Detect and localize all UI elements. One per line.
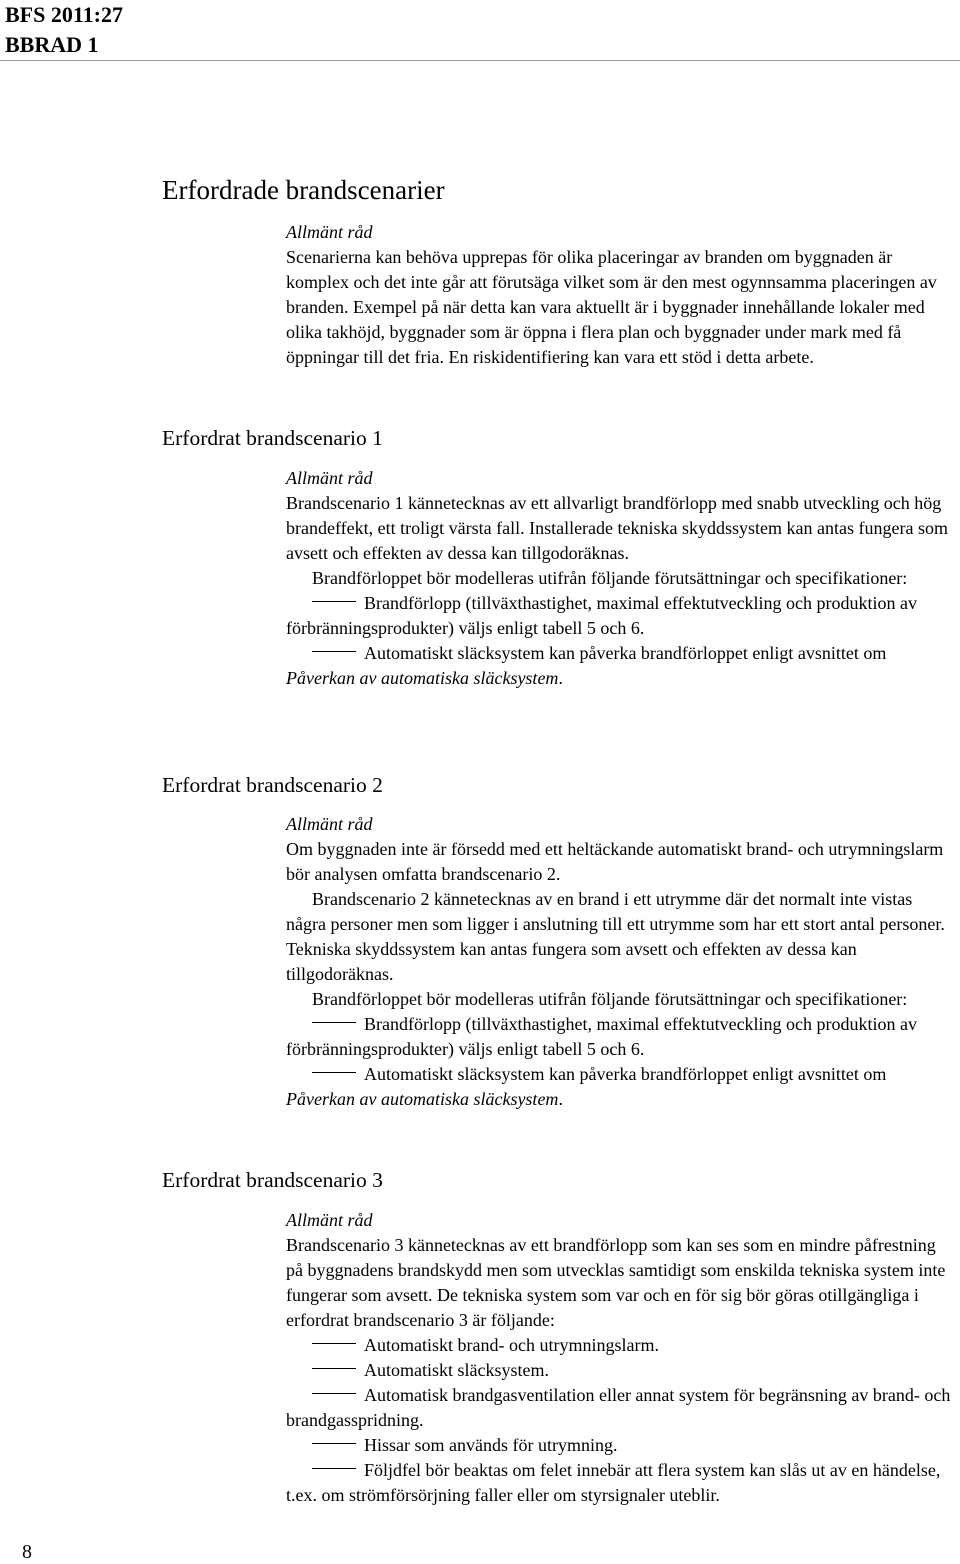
scenario-1-paragraph-2: Brandförloppet bör modelleras utifrån följande förutsättningar och specifikationer: [312, 568, 908, 588]
scenario-1-list-item: Automatiskt släcksystem kan påverka brandförloppet enligt avsnittet om Påverkan av automatiska släcksystem. [286, 643, 887, 688]
scenario-2-paragraph-1: Om byggnaden inte är försedd med ett heltäckande automatiskt brand- och utrymningslarm bör analysen omfatta brandscenario 2. [286, 839, 944, 884]
dash-bullet [312, 1393, 356, 1394]
dash-bullet [312, 1072, 356, 1073]
dash-bullet [312, 1343, 356, 1344]
dash-bullet [312, 1022, 356, 1023]
scenario-2-paragraph-3: Brandförloppet bör modelleras utifrån följande förutsättningar och specifikationer: [312, 989, 908, 1009]
dash-bullet [312, 1368, 356, 1369]
scenario-1-advice [286, 466, 956, 691]
scenario-1-paragraph-1: Brandscenario 1 kännetecknas av ett allvarligt brandförlopp med snabb utveckling och hög brandeffekt, ett troligt värsta fall. Installerade tekniska skyddssystem kan antas fungera som avsett och effekten av dessa kan tillgodoräknas. [286, 493, 948, 563]
dash-bullet [312, 1468, 356, 1469]
advice-label: Allmänt råd [286, 814, 373, 834]
scenario-3-list-item: Följdfel bör beaktas om felet innebär att flera system kan slås ut av en händelse, t.ex. om strömförsörjning faller eller om styrsignaler uteblir. [286, 1460, 941, 1505]
page-number: 8 [22, 1541, 32, 1563]
header-line-1: BFS 2011:27 [5, 2, 123, 27]
scenario-3-heading: Erfordrat brandscenario 3 [162, 1168, 383, 1192]
scenario-3-list-item: Hissar som används för utrymning. [286, 1433, 956, 1458]
advice-label: Allmänt råd [286, 1210, 373, 1230]
scenario-2-advice [286, 812, 956, 1112]
scenario-3-list-item: Automatiskt brand- och utrymningslarm. [286, 1333, 956, 1358]
advice-label: Allmänt råd [286, 468, 373, 488]
scenario-2-list-item: Brandförlopp (tillväxthastighet, maximal effektutveckling och produktion av förbränningsprodukter) väljs enligt tabell 5 och 6. [286, 1014, 918, 1059]
header-divider [0, 60, 960, 61]
scenario-1-heading: Erfordrat brandscenario 1 [162, 426, 383, 450]
dash-bullet [312, 601, 356, 602]
header-line-2: BBRAD 1 [5, 32, 99, 57]
scenario-2-heading: Erfordrat brandscenario 2 [162, 773, 383, 797]
scenario-3-advice [286, 1208, 956, 1508]
scenario-3-list-item: Automatisk brandgasventilation eller annat system för begränsning av brand- och brandgasspridning. [286, 1385, 951, 1430]
dash-bullet [312, 1443, 356, 1444]
section-reference: Påverkan av automatiska släcksystem [286, 668, 559, 688]
intro-advice [286, 220, 956, 370]
scenario-1-list-item: Brandförlopp (tillväxthastighet, maximal effektutveckling och produktion av förbränningsprodukter) väljs enligt tabell 5 och 6. [286, 593, 918, 638]
scenario-2-list-item: Automatiskt släcksystem kan påverka brandförloppet enligt avsnittet om Påverkan av automatiska släcksystem. [286, 1064, 887, 1109]
dash-bullet [312, 651, 356, 652]
section-reference: Påverkan av automatiska släcksystem [286, 1089, 559, 1109]
advice-label: Allmänt råd [286, 222, 373, 242]
scenario-2-paragraph-2: Brandscenario 2 kännetecknas av en brand i ett utrymme där det normalt inte vistas några personer men som ligger i anslutning till ett utrymme som har ett stort antal personer. Tekniska skyddssystem kan antas fungera som avsett och effekten av dessa kan tillgodoräknas. [286, 889, 945, 984]
scenario-3-paragraph-1: Brandscenario 3 kännetecknas av ett brandförlopp som kan ses som en mindre påfrestning på byggnadens brandskydd men som utvecklas samtidigt som enskilda tekniska system inte fungerar som avsett. De tekniska system som var och en för sig bör göras otillgängliga i erfordrat brandscenario 3 är följande: [286, 1235, 946, 1330]
section-title: Erfordrade brandscenarier [162, 175, 445, 205]
scenario-3-list-item: Automatiskt släcksystem. [286, 1358, 956, 1383]
intro-paragraph: Scenarierna kan behöva upprepas för olika placeringar av branden om byggnaden är komplex och det inte går att förutsäga vilket som är den mest ogynnsamma placeringen av branden. Exempel på när detta kan vara aktuellt är i byggnader innehållande lokaler med olika takhöjd, byggnader som är öppna i flera plan och byggnader under mark med få öppningar till det fria. En riskidentifiering kan vara ett stöd i detta arbete. [286, 247, 937, 367]
document-header [5, 0, 123, 60]
